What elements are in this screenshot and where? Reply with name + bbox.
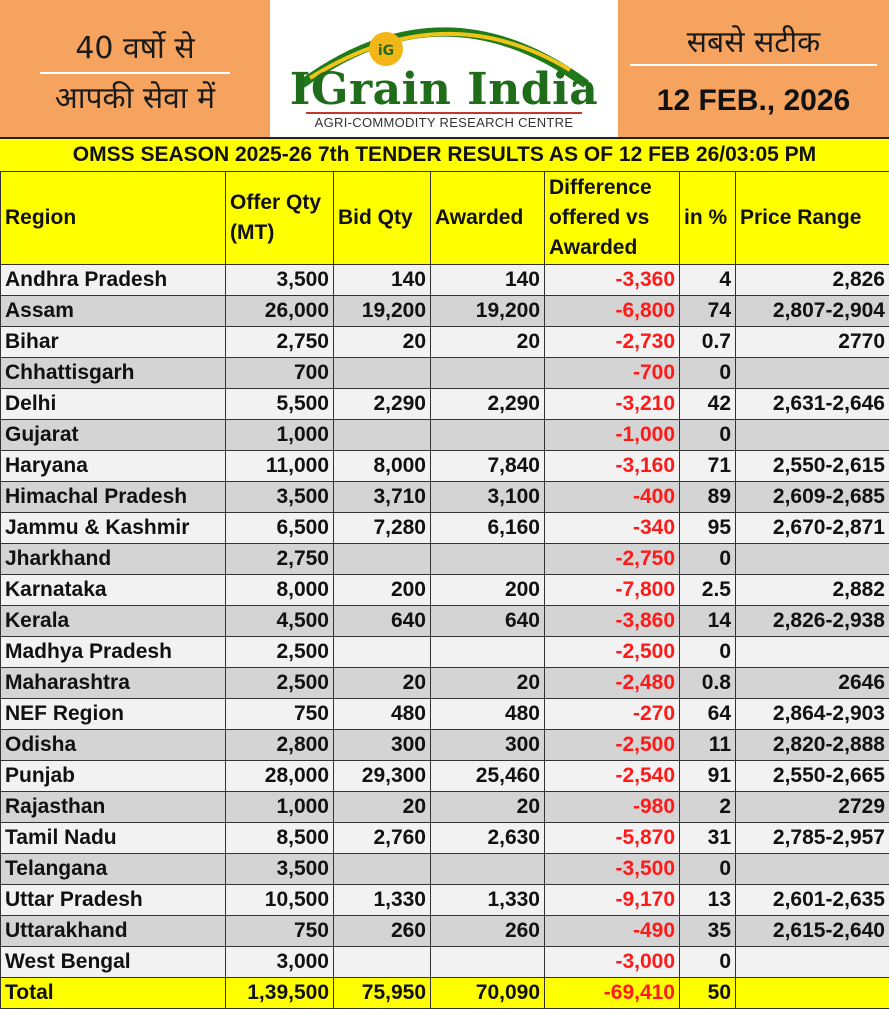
cell-bid-qty: 260 — [334, 916, 431, 947]
cell-percent: 71 — [680, 451, 736, 482]
cell-price-range — [736, 420, 889, 451]
cell-region: Tamil Nadu — [1, 823, 226, 854]
cell-awarded: 640 — [431, 606, 545, 637]
cell-price-range: 2,864-2,903 — [736, 699, 889, 730]
cell-bid-qty — [334, 420, 431, 451]
cell-offer-qty: 1,000 — [226, 792, 334, 823]
cell-awarded: 25,460 — [431, 761, 545, 792]
cell-price-range: 2,550-2,615 — [736, 451, 889, 482]
cell-offer-qty: 28,000 — [226, 761, 334, 792]
table-row — [1, 544, 889, 575]
cell-price-range: 2,826 — [736, 265, 889, 296]
cell-difference: -2,480 — [545, 668, 680, 699]
cell-percent: 13 — [680, 885, 736, 916]
cell-bid-qty: 7,280 — [334, 513, 431, 544]
cell-awarded: 1,330 — [431, 885, 545, 916]
cell-bid-qty: 20 — [334, 327, 431, 358]
table-row — [1, 792, 889, 823]
cell-difference: -6,800 — [545, 296, 680, 327]
cell-region: Maharashtra — [1, 668, 226, 699]
table-row — [1, 885, 889, 916]
cell-region: Gujarat — [1, 420, 226, 451]
header-left-line1: 40 वर्षो से — [75, 31, 195, 66]
cell-region: Chhattisgarh — [1, 358, 226, 389]
cell-price-range — [736, 637, 889, 668]
cell-percent: 42 — [680, 389, 736, 420]
total-bid-qty: 75,950 — [334, 978, 431, 1009]
cell-offer-qty: 5,500 — [226, 389, 334, 420]
cell-bid-qty: 480 — [334, 699, 431, 730]
cell-difference: -980 — [545, 792, 680, 823]
table-row — [1, 265, 889, 296]
cell-difference: -2,730 — [545, 327, 680, 358]
cell-awarded — [431, 358, 545, 389]
cell-price-range — [736, 947, 889, 978]
cell-bid-qty — [334, 854, 431, 885]
cell-difference: -3,360 — [545, 265, 680, 296]
cell-offer-qty: 2,750 — [226, 327, 334, 358]
table-header-row — [1, 172, 889, 265]
cell-percent: 0.8 — [680, 668, 736, 699]
cell-region: Odisha — [1, 730, 226, 761]
total-region: Total — [1, 978, 226, 1009]
cell-percent: 2.5 — [680, 575, 736, 606]
cell-difference: -3,160 — [545, 451, 680, 482]
cell-offer-qty: 10,500 — [226, 885, 334, 916]
table-row — [1, 296, 889, 327]
cell-price-range: 2,601-2,635 — [736, 885, 889, 916]
cell-price-range: 2,615-2,640 — [736, 916, 889, 947]
cell-difference: -2,500 — [545, 637, 680, 668]
table-row — [1, 668, 889, 699]
cell-bid-qty: 2,760 — [334, 823, 431, 854]
header-col-region: Region — [1, 172, 226, 265]
cell-price-range: 2,785-2,957 — [736, 823, 889, 854]
table-row — [1, 730, 889, 761]
cell-price-range: 2,882 — [736, 575, 889, 606]
cell-percent: 35 — [680, 916, 736, 947]
total-percent: 50 — [680, 978, 736, 1009]
header-left-line2: आपकी सेवा में — [54, 81, 216, 116]
cell-difference: -490 — [545, 916, 680, 947]
table-row — [1, 513, 889, 544]
cell-offer-qty: 4,500 — [226, 606, 334, 637]
cell-percent: 0 — [680, 420, 736, 451]
cell-region: Himachal Pradesh — [1, 482, 226, 513]
cell-region: Kerala — [1, 606, 226, 637]
header-left-panel — [0, 0, 270, 137]
cell-region: West Bengal — [1, 947, 226, 978]
cell-percent: 64 — [680, 699, 736, 730]
cell-awarded: 480 — [431, 699, 545, 730]
table-row — [1, 947, 889, 978]
cell-awarded: 260 — [431, 916, 545, 947]
cell-region: Rajasthan — [1, 792, 226, 823]
table-row — [1, 854, 889, 885]
cell-percent: 0 — [680, 947, 736, 978]
cell-bid-qty: 200 — [334, 575, 431, 606]
cell-awarded: 20 — [431, 792, 545, 823]
cell-bid-qty: 300 — [334, 730, 431, 761]
cell-offer-qty: 3,500 — [226, 482, 334, 513]
cell-price-range: 2770 — [736, 327, 889, 358]
cell-difference: -3,000 — [545, 947, 680, 978]
header-col-awarded: Awarded — [431, 172, 545, 265]
cell-percent: 0 — [680, 544, 736, 575]
cell-price-range — [736, 358, 889, 389]
cell-bid-qty: 19,200 — [334, 296, 431, 327]
cell-price-range: 2729 — [736, 792, 889, 823]
cell-region: Andhra Pradesh — [1, 265, 226, 296]
cell-awarded: 300 — [431, 730, 545, 761]
cell-awarded: 7,840 — [431, 451, 545, 482]
cell-awarded: 2,290 — [431, 389, 545, 420]
cell-region: Telangana — [1, 854, 226, 885]
table-row — [1, 606, 889, 637]
header-right-panel — [618, 0, 889, 137]
cell-bid-qty: 8,000 — [334, 451, 431, 482]
header-col-bid-qty: Bid Qty — [334, 172, 431, 265]
logo-subtitle: AGRI-COMMODITY RESEARCH CENTRE — [306, 112, 582, 130]
total-awarded: 70,090 — [431, 978, 545, 1009]
cell-region: Delhi — [1, 389, 226, 420]
cell-offer-qty: 750 — [226, 699, 334, 730]
cell-bid-qty — [334, 637, 431, 668]
cell-percent: 89 — [680, 482, 736, 513]
header-col-percent: in % — [680, 172, 736, 265]
cell-bid-qty: 140 — [334, 265, 431, 296]
cell-difference: -3,210 — [545, 389, 680, 420]
cell-awarded — [431, 544, 545, 575]
cell-region: Haryana — [1, 451, 226, 482]
cell-region: Jammu & Kashmir — [1, 513, 226, 544]
cell-bid-qty: 640 — [334, 606, 431, 637]
cell-region: Assam — [1, 296, 226, 327]
cell-difference: -7,800 — [545, 575, 680, 606]
cell-price-range — [736, 854, 889, 885]
cell-bid-qty — [334, 544, 431, 575]
cell-awarded: 20 — [431, 668, 545, 699]
cell-price-range: 2646 — [736, 668, 889, 699]
cell-price-range: 2,631-2,646 — [736, 389, 889, 420]
cell-difference: -9,170 — [545, 885, 680, 916]
cell-percent: 14 — [680, 606, 736, 637]
cell-awarded: 19,200 — [431, 296, 545, 327]
table-total-row — [1, 978, 889, 1009]
table-row — [1, 823, 889, 854]
cell-bid-qty: 29,300 — [334, 761, 431, 792]
header-date: 12 FEB., 2026 — [656, 84, 851, 117]
cell-percent: 0 — [680, 854, 736, 885]
cell-difference: -270 — [545, 699, 680, 730]
cell-region: Jharkhand — [1, 544, 226, 575]
cell-offer-qty: 1,000 — [226, 420, 334, 451]
cell-bid-qty — [334, 947, 431, 978]
cell-offer-qty: 26,000 — [226, 296, 334, 327]
cell-offer-qty: 3,000 — [226, 947, 334, 978]
cell-region: Punjab — [1, 761, 226, 792]
cell-offer-qty: 700 — [226, 358, 334, 389]
cell-bid-qty: 3,710 — [334, 482, 431, 513]
cell-percent: 4 — [680, 265, 736, 296]
table-row — [1, 451, 889, 482]
cell-region: Bihar — [1, 327, 226, 358]
cell-awarded: 2,630 — [431, 823, 545, 854]
cell-percent: 0.7 — [680, 327, 736, 358]
cell-percent: 95 — [680, 513, 736, 544]
cell-awarded: 20 — [431, 327, 545, 358]
cell-price-range: 2,670-2,871 — [736, 513, 889, 544]
cell-price-range: 2,807-2,904 — [736, 296, 889, 327]
table-row — [1, 575, 889, 606]
cell-bid-qty: 20 — [334, 668, 431, 699]
cell-bid-qty — [334, 358, 431, 389]
cell-offer-qty: 8,000 — [226, 575, 334, 606]
table-row — [1, 637, 889, 668]
cell-region: Uttar Pradesh — [1, 885, 226, 916]
cell-percent: 91 — [680, 761, 736, 792]
logo-panel — [270, 0, 618, 137]
cell-region: Uttarakhand — [1, 916, 226, 947]
cell-awarded: 3,100 — [431, 482, 545, 513]
cell-offer-qty: 2,800 — [226, 730, 334, 761]
cell-offer-qty: 2,500 — [226, 637, 334, 668]
table-row — [1, 699, 889, 730]
cell-region: Karnataka — [1, 575, 226, 606]
cell-percent: 74 — [680, 296, 736, 327]
cell-difference: -5,870 — [545, 823, 680, 854]
cell-price-range: 2,826-2,938 — [736, 606, 889, 637]
table-row — [1, 420, 889, 451]
cell-percent: 0 — [680, 358, 736, 389]
cell-difference: -340 — [545, 513, 680, 544]
tender-results-table — [0, 171, 889, 1009]
total-price-range — [736, 978, 889, 1009]
cell-awarded — [431, 854, 545, 885]
table-row — [1, 358, 889, 389]
header-right-tagline: सबसे सटीक — [686, 25, 821, 60]
cell-price-range — [736, 544, 889, 575]
cell-offer-qty: 6,500 — [226, 513, 334, 544]
cell-bid-qty: 20 — [334, 792, 431, 823]
table-row — [1, 761, 889, 792]
cell-awarded: 200 — [431, 575, 545, 606]
cell-bid-qty: 1,330 — [334, 885, 431, 916]
cell-offer-qty: 2,500 — [226, 668, 334, 699]
cell-region: Madhya Pradesh — [1, 637, 226, 668]
cell-awarded: 6,160 — [431, 513, 545, 544]
header-right-divider — [630, 64, 877, 66]
total-difference: -69,410 — [545, 978, 680, 1009]
cell-difference: -2,500 — [545, 730, 680, 761]
table-row — [1, 389, 889, 420]
total-offer-qty: 1,39,500 — [226, 978, 334, 1009]
cell-percent: 0 — [680, 637, 736, 668]
cell-awarded: 140 — [431, 265, 545, 296]
report-title: OMSS SEASON 2025-26 7th TENDER RESULTS AS OF 12 FEB 26/03:05 PM — [0, 137, 889, 171]
table-row — [1, 916, 889, 947]
cell-percent: 2 — [680, 792, 736, 823]
cell-difference: -3,860 — [545, 606, 680, 637]
cell-region: NEF Region — [1, 699, 226, 730]
header-col-difference: Difference offered vs Awarded — [545, 172, 680, 265]
table-row — [1, 482, 889, 513]
cell-difference: -700 — [545, 358, 680, 389]
cell-price-range: 2,550-2,665 — [736, 761, 889, 792]
cell-offer-qty: 3,500 — [226, 265, 334, 296]
cell-difference: -1,000 — [545, 420, 680, 451]
cell-offer-qty: 3,500 — [226, 854, 334, 885]
logo-text: IGrain India — [289, 64, 599, 115]
cell-offer-qty: 2,750 — [226, 544, 334, 575]
table-row — [1, 327, 889, 358]
header-col-offer-qty: Offer Qty (MT) — [226, 172, 334, 265]
cell-difference: -400 — [545, 482, 680, 513]
cell-percent: 11 — [680, 730, 736, 761]
cell-percent: 31 — [680, 823, 736, 854]
cell-offer-qty: 750 — [226, 916, 334, 947]
cell-price-range: 2,609-2,685 — [736, 482, 889, 513]
cell-difference: -2,540 — [545, 761, 680, 792]
cell-offer-qty: 11,000 — [226, 451, 334, 482]
cell-awarded — [431, 637, 545, 668]
cell-offer-qty: 8,500 — [226, 823, 334, 854]
cell-difference: -3,500 — [545, 854, 680, 885]
cell-awarded — [431, 420, 545, 451]
cell-awarded — [431, 947, 545, 978]
header-col-price-range: Price Range — [736, 172, 889, 265]
logo-badge-text: iG — [377, 43, 395, 59]
cell-bid-qty: 2,290 — [334, 389, 431, 420]
cell-price-range: 2,820-2,888 — [736, 730, 889, 761]
cell-difference: -2,750 — [545, 544, 680, 575]
header-left-divider — [40, 72, 230, 74]
